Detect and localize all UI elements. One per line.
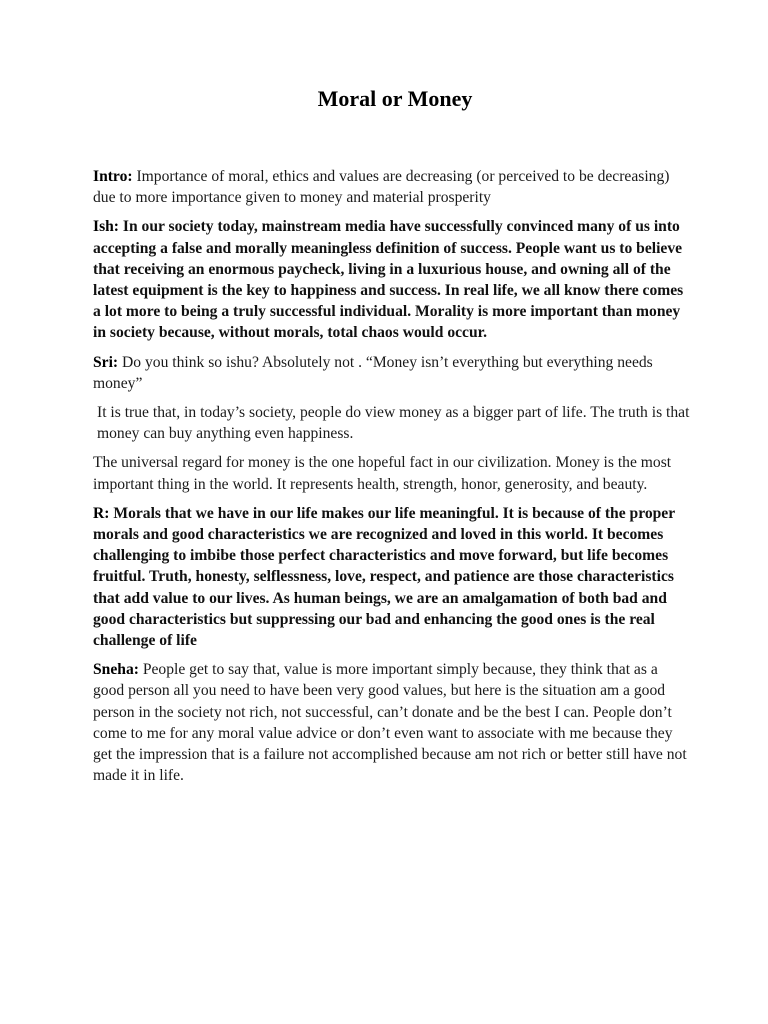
paragraph-sneha <box>93 659 691 786</box>
paragraph-text-sneha: People get to say that, value is more important simply because, they think that as a good person all you need to have been very good values, but here is the situation am a good person in the society not rich, not successful, can’t donate and be the best I can. People don’t come to me for any moral value advice or don’t even want to associate with me because they get the impression that is a failure not accomplished because am not rich or better still have not made it in life. <box>93 661 687 785</box>
paragraph-text-intro: Importance of moral, ethics and values are decreasing (or perceived to be decreasing) due to more importance given to money and material prosperity <box>93 168 670 207</box>
paragraph-r <box>93 503 691 651</box>
paragraph-text-ish: In our society today, mainstream media have successfully convinced many of us into accepting a false and morally meaningless definition of success. People want us to believe that receiving an enormous paycheck, living in a luxurious house, and owning all of the latest equipment is the key to happiness and success. In real life, we all know there comes a lot more to being a truly successful individual. Morality is more important than money in society because, without morals, total chaos would occur. <box>93 218 684 342</box>
speaker-label-sri: Sri: <box>93 353 119 371</box>
paragraph-sri-continued-1 <box>93 402 691 444</box>
paragraph-sri <box>93 352 691 394</box>
speaker-label-ish: Ish: <box>93 218 120 236</box>
speaker-label-r: R: <box>93 504 110 522</box>
paragraph-text-money-view: It is true that, in today’s society, people do view money as a bigger part of life. The truth is that money can buy anything even happiness. <box>97 404 690 443</box>
speaker-label-intro: Intro: <box>93 168 133 185</box>
paragraph-sri-continued-2 <box>93 452 691 494</box>
document-body <box>93 166 691 794</box>
page-title: Moral or Money <box>317 86 473 111</box>
paragraph-text-sri: Do you think so ishu? Absolutely not . “Money isn’t everything but everything needs money” <box>93 353 653 392</box>
paragraph-text-universal-regard: The universal regard for money is the one hopeful fact in our civilization. Money is the most important thing in the world. It represents health, strength, honor, generosity, and beauty. <box>93 454 672 493</box>
paragraph-text-r: Morals that we have in our life makes our life meaningful. It is because of the proper morals and good characteristics we are recognized and loved in this world. It becomes challenging to imbibe those perfect characteristics and move forward, but life becomes fruitful. Truth, honesty, selflessness, love, respect, and patience are those characteristics that add value to our lives. As human beings, we are an amalgamation of both bad and good characteristics but suppressing our bad and enhancing the good ones is the real challenge of life <box>93 504 675 650</box>
paragraph-intro <box>93 166 691 208</box>
paragraph-ish <box>93 216 691 343</box>
speaker-label-sneha: Sneha: <box>93 661 139 679</box>
